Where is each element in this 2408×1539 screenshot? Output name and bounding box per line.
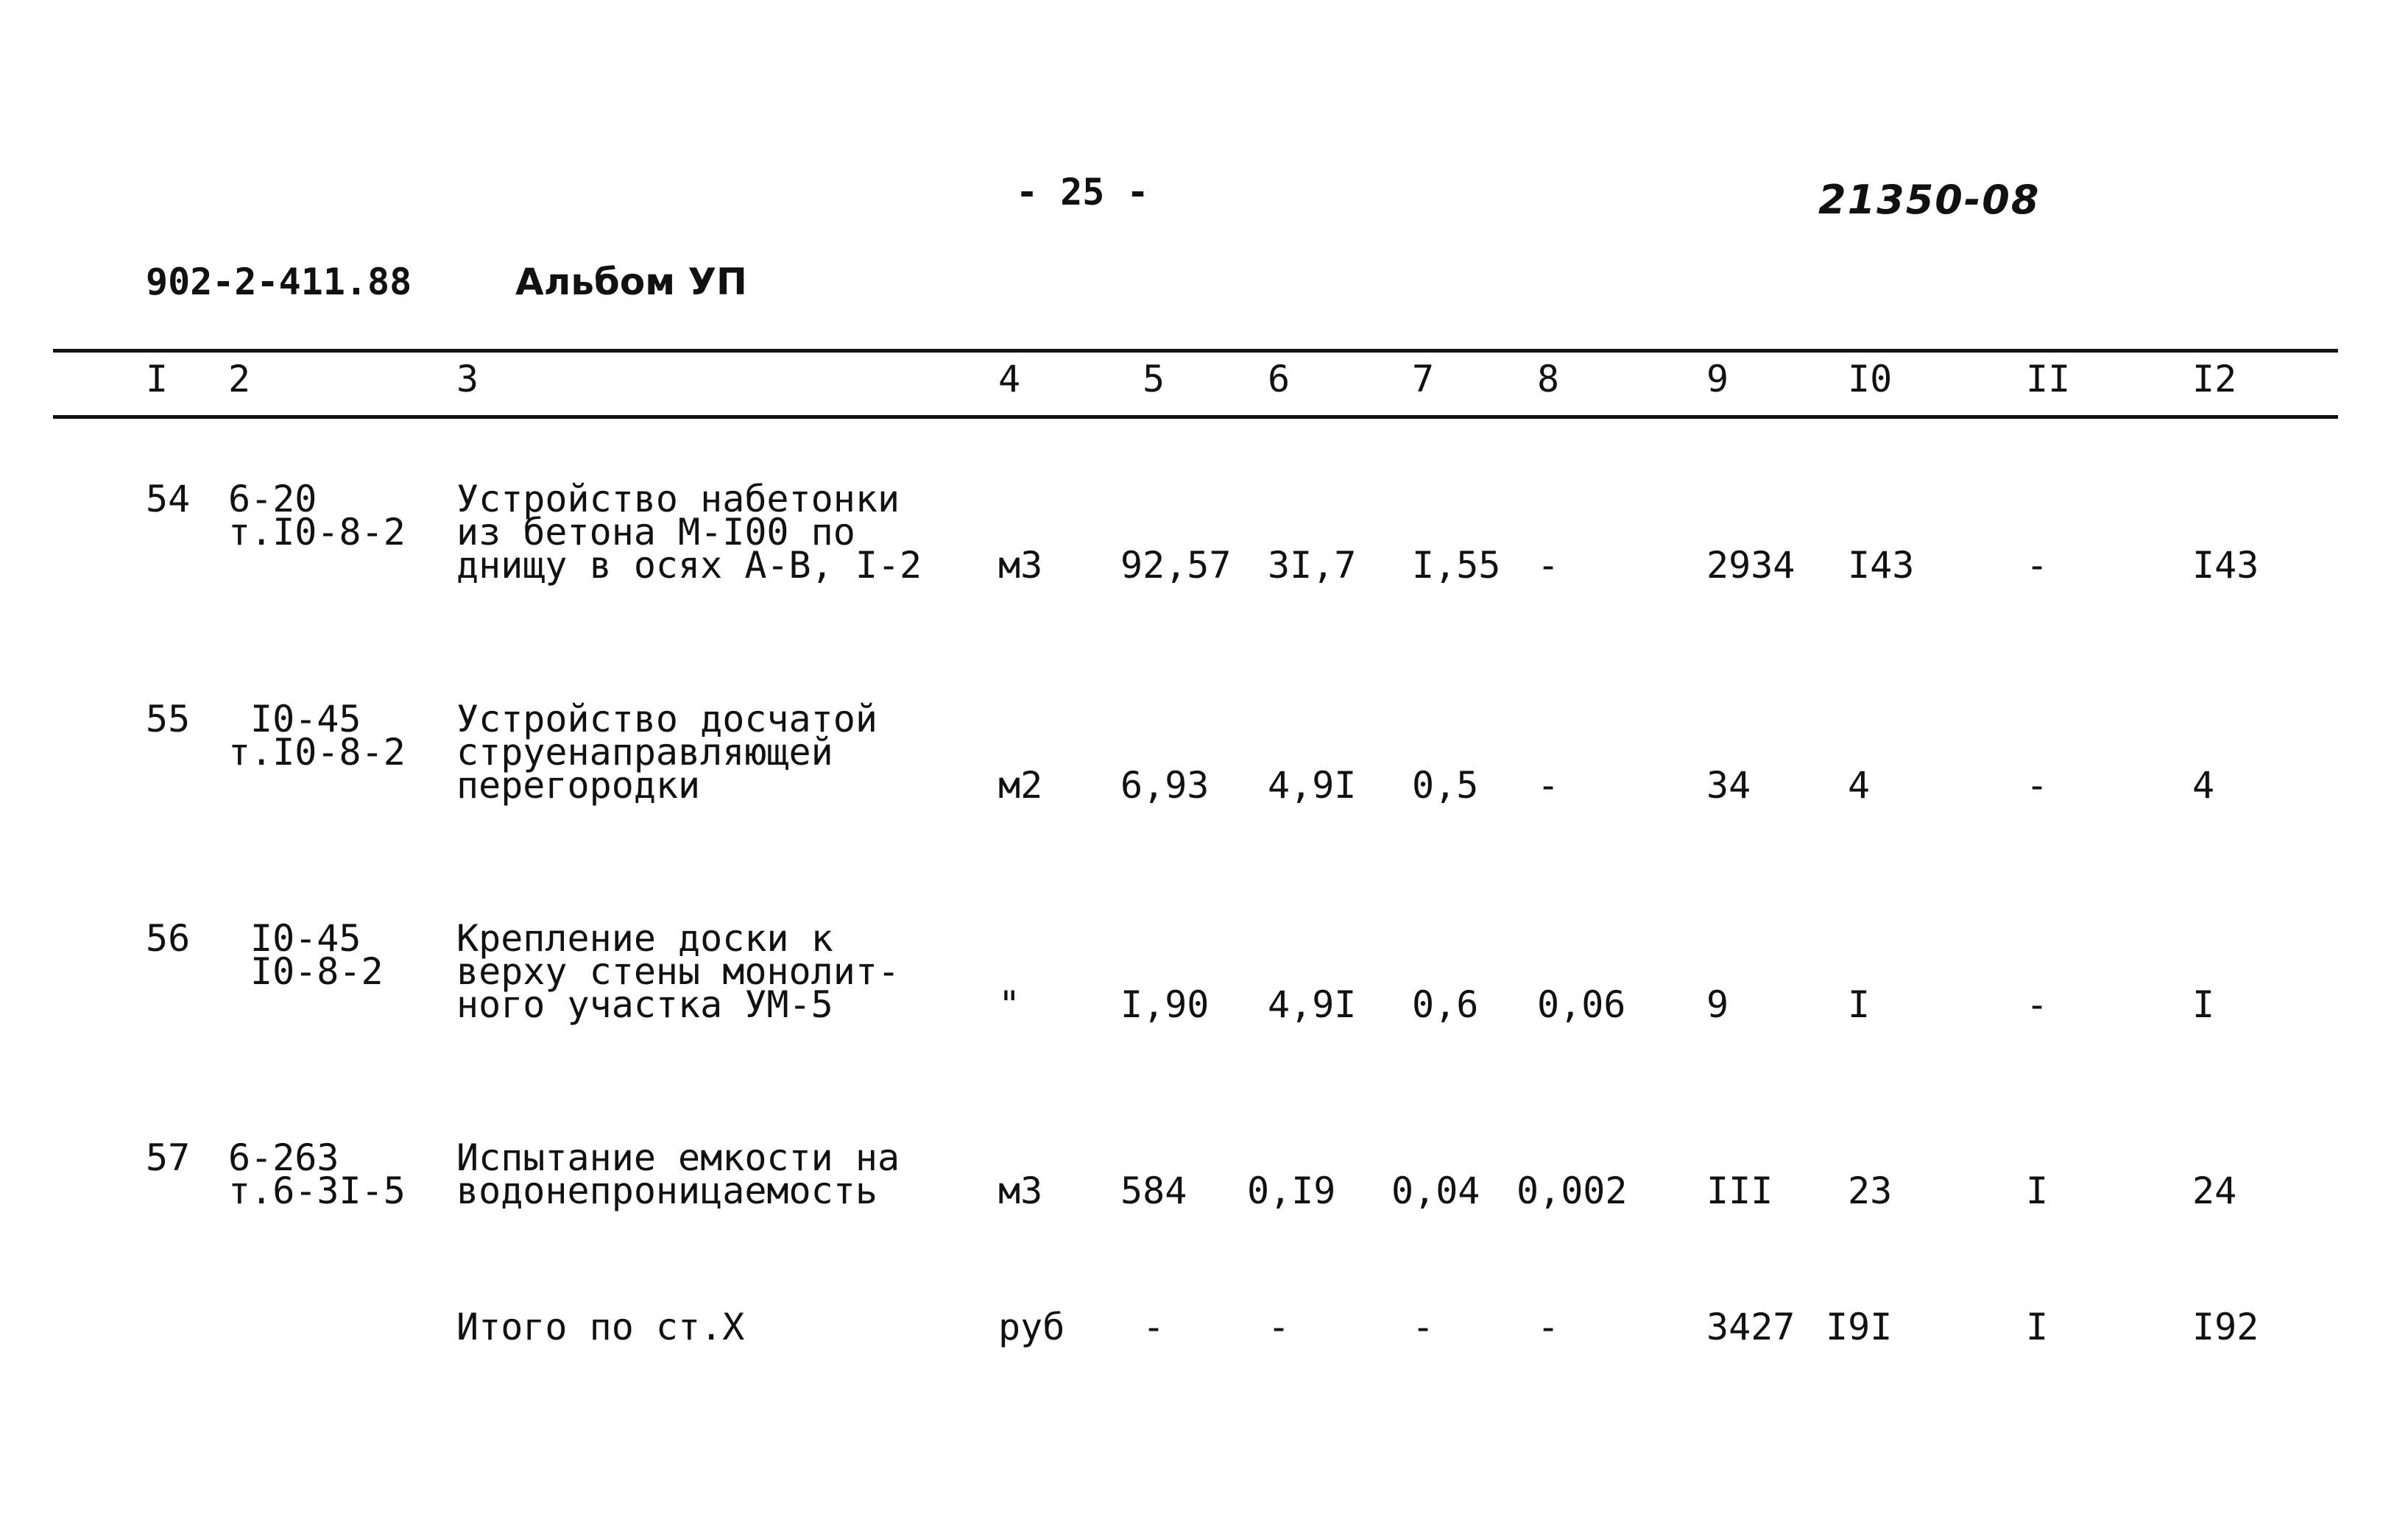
cell-12: I <box>2192 983 2215 1026</box>
cell-6: 4,9I <box>1268 764 1357 807</box>
norm-code-line: I0-45 <box>250 917 361 960</box>
cell-9: 34 <box>1706 764 1751 807</box>
cell-10: 23 <box>1848 1170 1893 1212</box>
total-cell-10: I9I <box>1826 1306 1893 1348</box>
album-label: Альбом УП <box>515 261 747 303</box>
cell-6: 0,I9 <box>1247 1170 1336 1212</box>
col-header-10: I0 <box>1848 358 1893 400</box>
cell-10: I <box>1848 983 1871 1026</box>
cell-8: 0,002 <box>1517 1170 1628 1212</box>
cell-11: - <box>2026 764 2049 807</box>
description-line: верху стены монолит- <box>456 950 900 993</box>
col-header-6: 6 <box>1268 358 1290 400</box>
cell-10: 4 <box>1848 764 1871 807</box>
cell-7: 0,6 <box>1412 983 1479 1026</box>
unit-cell: м2 <box>998 764 1043 807</box>
total-cell-9: 3427 <box>1706 1306 1796 1348</box>
doc-code: 902-2-411.88 <box>146 261 412 303</box>
norm-code-line: I0-45 <box>250 698 361 740</box>
cell-9: 2934 <box>1706 544 1796 587</box>
description-line: Испытание емкости на <box>456 1136 900 1179</box>
header-bottom-rule <box>53 415 2338 419</box>
col-header-3: 3 <box>456 358 479 400</box>
cell-11: I <box>2026 1170 2049 1212</box>
col-header-4: 4 <box>998 358 1021 400</box>
cell-12: I43 <box>2192 544 2259 587</box>
cell-8: - <box>1537 544 1560 587</box>
col-header-5: 5 <box>1143 358 1165 400</box>
total-cell-5: - <box>1143 1306 1165 1348</box>
total-unit: руб <box>998 1306 1065 1348</box>
col-header-12: I2 <box>2192 358 2237 400</box>
norm-code-line: т.6-3I-5 <box>228 1170 406 1212</box>
description-line: перегородки <box>456 764 701 807</box>
row-number: 55 <box>146 698 191 740</box>
unit-cell: м3 <box>998 1170 1043 1212</box>
col-header-7: 7 <box>1412 358 1435 400</box>
norm-code-line: т.I0-8-2 <box>228 511 406 553</box>
col-header-1: I <box>146 358 169 400</box>
cell-7: I,55 <box>1412 544 1501 587</box>
description-line: Крепление доски к <box>456 917 833 960</box>
description-line: Устройство досчатой <box>456 698 878 740</box>
cell-8: - <box>1537 764 1560 807</box>
cell-5: 92,57 <box>1120 544 1232 587</box>
page-number: - 25 - <box>1016 171 1149 213</box>
cell-6: 3I,7 <box>1268 544 1357 587</box>
cell-11: - <box>2026 544 2049 587</box>
description-line: из бетона М-I00 по <box>456 511 855 553</box>
description-line: водонепроницаемость <box>456 1170 878 1212</box>
cell-7: 0,5 <box>1412 764 1479 807</box>
description-line: струенаправляющей <box>456 731 833 774</box>
norm-code-line: I0-8-2 <box>250 950 384 993</box>
unit-cell: м3 <box>998 544 1043 587</box>
norm-code-line: 6-263 <box>228 1136 339 1179</box>
cell-9: III <box>1706 1170 1773 1212</box>
cell-10: I43 <box>1848 544 1915 587</box>
total-cell-11: I <box>2026 1306 2049 1348</box>
handwritten-doc-code: 21350-08 <box>1818 177 2041 223</box>
norm-code-line: 6-20 <box>228 478 317 520</box>
col-header-9: 9 <box>1706 358 1729 400</box>
cell-9: 9 <box>1706 983 1729 1026</box>
cell-5: 6,93 <box>1120 764 1210 807</box>
row-number: 56 <box>146 917 191 960</box>
top-rule <box>53 349 2338 353</box>
description-line: ного участка УМ-5 <box>456 983 833 1026</box>
total-cell-7: - <box>1412 1306 1435 1348</box>
description-line: днищу в осях А-В, I-2 <box>456 544 922 587</box>
cell-5: I,90 <box>1120 983 1210 1026</box>
total-label: Итого по ст.Х <box>456 1306 745 1348</box>
col-header-11: II <box>2026 358 2071 400</box>
norm-code-line: т.I0-8-2 <box>228 731 406 774</box>
col-header-2: 2 <box>228 358 251 400</box>
row-number: 54 <box>146 478 191 520</box>
cell-6: 4,9I <box>1268 983 1357 1026</box>
cell-11: - <box>2026 983 2049 1026</box>
cell-7: 0,04 <box>1391 1170 1480 1212</box>
description-line: Устройство набетонки <box>456 478 900 520</box>
cell-12: 4 <box>2192 764 2215 807</box>
total-cell-6: - <box>1268 1306 1290 1348</box>
cell-12: 24 <box>2192 1170 2237 1212</box>
cell-5: 584 <box>1120 1170 1187 1212</box>
total-cell-8: - <box>1537 1306 1560 1348</box>
cell-8: 0,06 <box>1537 983 1626 1026</box>
total-cell-12: I92 <box>2192 1306 2259 1348</box>
row-number: 57 <box>146 1136 191 1179</box>
col-header-8: 8 <box>1537 358 1560 400</box>
unit-cell: " <box>998 983 1021 1026</box>
